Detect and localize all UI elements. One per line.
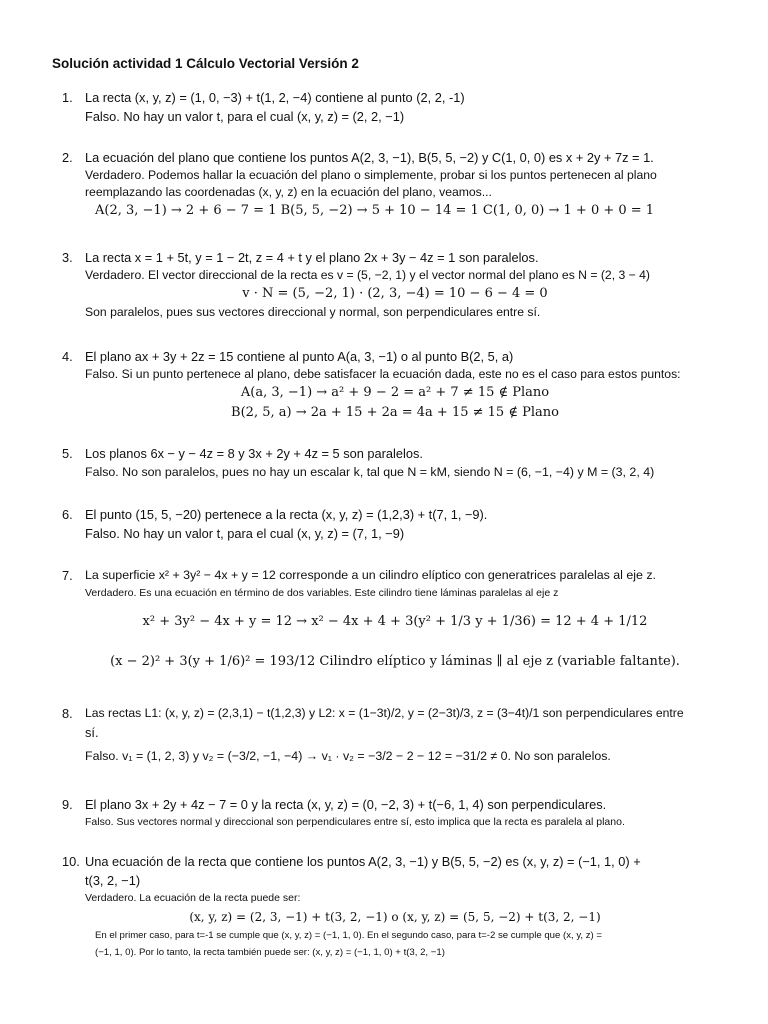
equation: A(2, 3, −1) → 2 + 6 − 7 = 1 B(5, 5, −2) → 5 + 10 − 14 = 1 C(1, 0, 0) → 1 + 0 + 0 = 1 <box>95 203 655 218</box>
document-title: Solución actividad 1 Cálculo Vectorial Versión 2 <box>52 56 359 71</box>
explanation: reemplazando las coordenadas (x, y, z) en la ecuación del plano, veamos... <box>85 185 492 199</box>
statement: Las rectas L1: (x, y, z) = (2,3,1) − t(1,2,3) y L2: x = (1−3t)/2, y = (2−3t)/3, z = (3−4t)/1 son perpendiculares entre <box>85 706 684 720</box>
item-number: 2. <box>62 150 73 165</box>
equation: (x − 2)² + 3(y + 1/6)² = 193/12 Cilindro elíptico y láminas ∥ al eje z (variable faltante). <box>110 654 680 669</box>
item-number: 5. <box>62 446 73 461</box>
explanation: En el primer caso, para t=-1 se cumple que (x, y, z) = (−1, 1, 0). En el segundo caso, para t=-2 se cumple que (x, y, z) = <box>95 930 603 941</box>
answer: Verdadero. Es una ecuación en término de dos variables. Este cilindro tiene láminas paralelas al eje z <box>85 587 559 599</box>
statement: La recta x = 1 + 5t, y = 1 − 2t, z = 4 + t y el plano 2x + 3y − 4z = 1 son paralelos. <box>85 250 539 265</box>
item-number: 9. <box>62 797 73 812</box>
answer: Verdadero. Podemos hallar la ecuación del plano o simplemente, probar si los puntos pertenecen al plano <box>85 168 657 182</box>
answer: Falso. Si un punto pertenece al plano, debe satisfacer la ecuación dada, este no es el caso para estos puntos: <box>85 367 681 381</box>
statement-continued: sí. <box>85 725 99 740</box>
statement: Una ecuación de la recta que contiene los puntos A(2, 3, −1) y B(5, 5, −2) es (x, y, z) = (−1, 1, 0) + <box>85 854 641 869</box>
answer: Verdadero. El vector direccional de la recta es v = (5, −2, 1) y el vector normal del plano es N = (2, 3 − 4) <box>85 268 650 282</box>
item-number: 10. <box>62 854 80 869</box>
equation: (x, y, z) = (2, 3, −1) + t(3, 2, −1) o (x, y, z) = (5, 5, −2) + t(3, 2, −1) <box>189 910 601 924</box>
statement: La ecuación del plano que contiene los puntos A(2, 3, −1), B(5, 5, −2) y C(1, 0, 0) es x + 2y + 7z = 1. <box>85 150 654 165</box>
item-number: 4. <box>62 349 73 364</box>
answer: Falso. Sus vectores normal y direccional son perpendiculares entre sí, esto implica que la recta es paralela al plano. <box>85 816 625 828</box>
equation: A(a, 3, −1) → a² + 9 − 2 = a² + 7 ≠ 15 ∉ Plano <box>240 385 550 400</box>
statement: El plano ax + 3y + 2z = 15 contiene al punto A(a, 3, −1) o al punto B(2, 5, a) <box>85 349 514 364</box>
statement: La superficie x² + 3y² − 4x + y = 12 corresponde a un cilindro elíptico con generatrices paralelas al eje z. <box>85 568 656 582</box>
statement: El plano 3x + 2y + 4z − 7 = 0 y la recta (x, y, z) = (0, −2, 3) + t(−6, 1, 4) son perpendiculares. <box>85 797 607 812</box>
item-number: 3. <box>62 250 73 265</box>
statement: La recta (x, y, z) = (1, 0, −3) + t(1, 2, −4) contiene al punto (2, 2, -1) <box>85 90 465 105</box>
answer: Falso. No son paralelos, pues no hay un escalar k, tal que N = kM, siendo N = (6, −1, −4) y M = (3, 2, 4) <box>85 465 655 479</box>
statement: El punto (15, 5, −20) pertenece a la recta (x, y, z) = (1,2,3) + t(7, 1, −9). <box>85 507 488 522</box>
item-number: 8. <box>62 706 73 721</box>
answer: Falso. No hay un valor t, para el cual (x, y, z) = (2, 2, −1) <box>85 109 405 124</box>
equation: B(2, 5, a) → 2a + 15 + 2a = 4a + 15 ≠ 15 ∉ Plano <box>231 405 559 420</box>
item-number: 6. <box>62 507 73 522</box>
equation: v · N = (5, −2, 1) · (2, 3, −4) = 10 − 6 − 4 = 0 <box>242 286 548 301</box>
explanation: Son paralelos, pues sus vectores direccional y normal, son perpendiculares entre sí. <box>85 305 541 319</box>
answer: Falso. No hay un valor t, para el cual (x, y, z) = (7, 1, −9) <box>85 526 405 541</box>
answer: Falso. v₁ = (1, 2, 3) y v₂ = (−3/2, −1, −4) → v₁ · v₂ = −3/2 − 2 − 12 = −31/2 ≠ 0. No son paralelos. <box>85 749 611 763</box>
answer: Verdadero. La ecuación de la recta puede ser: <box>85 892 301 904</box>
explanation: (−1, 1, 0). Por lo tanto, la recta también puede ser: (x, y, z) = (−1, 1, 0) + t(3, 2, −1) <box>95 947 445 958</box>
statement-continued: t(3, 2, −1) <box>85 873 141 888</box>
equation: x² + 3y² − 4x + y = 12 → x² − 4x + 4 + 3(y² + 1/3 y + 1/36) = 12 + 4 + 1/12 <box>142 614 648 629</box>
item-number: 7. <box>62 568 73 583</box>
item-number: 1. <box>62 90 73 105</box>
statement: Los planos 6x − y − 4z = 8 y 3x + 2y + 4z = 5 son paralelos. <box>85 446 423 461</box>
